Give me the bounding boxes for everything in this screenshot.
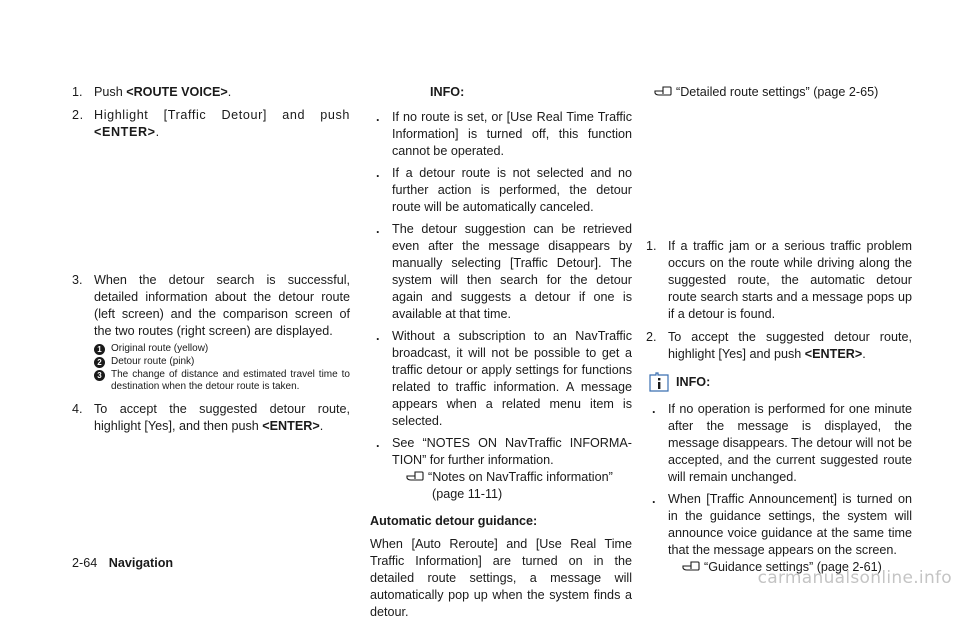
reference-text: “Detailed route settings” (page 2-65) [676, 85, 879, 99]
step-text: To accept the suggested detour route, highlight [Yes], and then push [94, 402, 350, 433]
step-text: If a traffic jam or a serious traffic problem occurs on the route while driving along the suggested route, the automatic detour route search starts and a message pops up if a detour is found. [668, 239, 912, 321]
callout-number: 3 [94, 370, 105, 381]
callout-number: 2 [94, 357, 105, 368]
bullet-text: When [Traffic Announcement] is turned on in the guidance settings, the system will announce voice guidance at the same time that the message appears on the screen. [668, 492, 912, 557]
bullet-item: . If no route is set, or [Use Real Time Traffic Information] is turned off, this function cannot be operated. [376, 110, 632, 158]
step-text: Push [94, 85, 127, 99]
info-label: INFO: [676, 374, 711, 389]
step-4 [72, 401, 350, 435]
step-1 [72, 84, 350, 101]
bullet-item: . If a detour route is not selected and no further action is performed, the detour route will be automatically canceled. [376, 166, 632, 214]
info-label: INFO: [430, 85, 465, 99]
callout-list [94, 343, 350, 393]
key-label: <ROUTE VOICE> [126, 85, 228, 99]
callout-text: Detour route (pink) [111, 356, 195, 367]
step-end: . [227, 85, 232, 99]
bullet-item: . If no operation is performed for one minute after the message is displayed, the message disappears. The detour will not be accepted, and the current suggested route will remain unchanged. [652, 402, 912, 484]
bullet-text: Without a subscription to an NavTraffic broadcast, it will not be possible to get a traffic detour or apply settings for functions related to traffic information. A message appears when a related menu item is selected. [392, 329, 632, 428]
column-left [72, 84, 350, 441]
bullet-item: . When [Traffic Announcement] is turned on in the guidance settings, the system will announce voice guidance at the same time that the message appears on the screen. [652, 492, 912, 557]
step-number: 1. [646, 239, 657, 253]
step-end: . [862, 347, 866, 361]
step-2 [72, 107, 350, 141]
callout-number: 1 [94, 344, 105, 355]
paragraph: When [Auto Reroute] and [Use Real Time Traffic Information] are turned on in the detailed route settings, a message will automatically pop up when the system finds a detour. [370, 537, 632, 619]
key-label: <ENTER> [804, 347, 863, 361]
key-label: <ENTER> [262, 419, 320, 433]
step-text: Highlight [Traffic Detour] and push [94, 108, 350, 122]
step-number: 3. [72, 273, 83, 287]
step-2 [646, 329, 912, 363]
bullet-text: If a detour route is not selected and no further action is performed, the detour route will be automatically canceled. [392, 166, 632, 214]
column-middle [370, 84, 632, 621]
column-right [646, 84, 912, 576]
step-text: When the detour search is successful, detailed information about the detour route (left screen) and the comparison screen of the two routes (right screen) are displayed. [94, 273, 350, 338]
callout-text: The change of distance and estimated travel time to destination when the detour route is taken. [111, 369, 350, 392]
pointing-hand-icon [682, 559, 700, 571]
page-number: 2-64 [72, 556, 98, 570]
bullet-text: See “NOTES ON NavTraffic INFORMA-TION” for further information. [392, 436, 632, 467]
cross-reference[interactable] [654, 84, 912, 101]
step-1 [646, 238, 912, 323]
step-number: 2. [72, 108, 84, 122]
watermark: carmanualsonline.info [757, 568, 952, 588]
callout-text: Original route (yellow) [111, 343, 209, 354]
key-label: <ENTER> [94, 125, 156, 139]
step-end: . [319, 419, 324, 433]
callout-3 [94, 369, 350, 393]
callout-2 [94, 356, 350, 368]
bullet-text: If no route is set, or [Use Real Time Traffic Information] is turned off, this function cannot be operated. [392, 110, 632, 158]
step-number: 1. [72, 85, 83, 99]
info-icon [648, 371, 670, 393]
reference-title: “Notes on NavTraffic information” [428, 470, 613, 484]
step-end: . [155, 125, 160, 139]
callout-1 [94, 343, 350, 355]
step-number: 2. [646, 330, 657, 344]
page-footer [72, 555, 173, 572]
reference-text: “Guidance settings” (page 2-61) [704, 560, 882, 574]
section-name: Navigation [108, 556, 174, 570]
section-heading: Automatic detour guidance: [370, 514, 538, 528]
pointing-hand-icon [406, 469, 424, 481]
pointing-hand-icon [654, 84, 672, 96]
bullet-item: . The detour suggestion can be retrieved even after the message disappears by manually selecting [Traffic Detour]. The system will then search for the detour again and suggests a detour if one is available at that time. [376, 222, 632, 321]
step-3 [72, 272, 350, 393]
bullet-text: The detour suggestion can be retrieved even after the message disappears by manually selecting [Traffic Detour]. The system will then search for the detour again and suggests a detour if one is available at that time. [392, 222, 632, 321]
bullet-item: . See “NOTES ON NavTraffic INFORMA-TION” for further information. [376, 436, 632, 467]
step-text: To accept the suggested detour route, highlight [Yes] and push [668, 330, 912, 361]
bullet-item: . Without a subscription to an NavTraffic broadcast, it will not be possible to get a traffic detour or apply settings for functions related to traffic information. A message appears when a related menu item is selected. [376, 329, 632, 428]
info-heading [648, 371, 912, 393]
cross-reference[interactable] [406, 469, 632, 503]
bullet-text: If no operation is performed for one minute after the message is displayed, the message disappears. The detour will not be accepted, and the current suggested route will remain unchanged. [668, 402, 912, 484]
reference-page: (page 11-11) [432, 487, 503, 501]
step-number: 4. [72, 402, 83, 416]
